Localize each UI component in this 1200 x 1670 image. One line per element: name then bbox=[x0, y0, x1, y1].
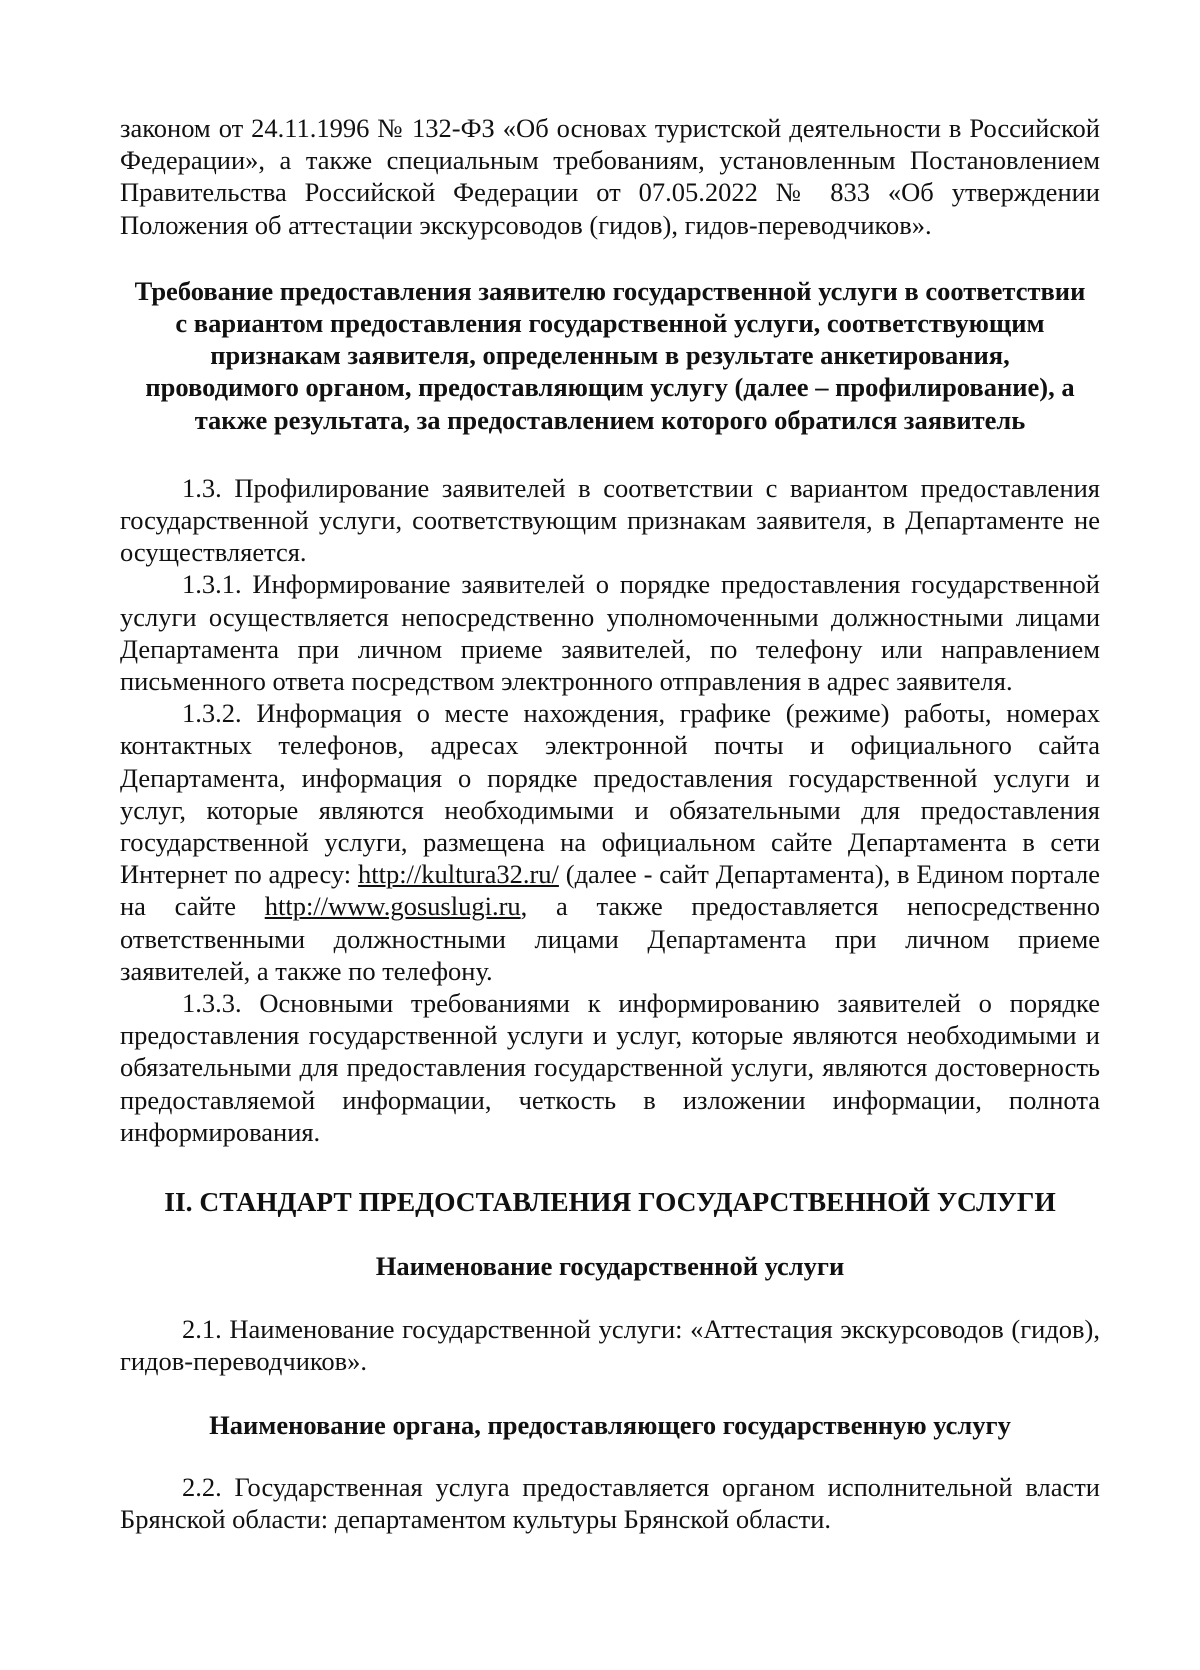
intro-paragraph: законом от 24.11.1996 № 132-ФЗ «Об основах туристской деятельности в Российской Федерации», а также специальным требованиям, установленным Постановлением Правительства Российской Федерации от 07.05.2022 № 833 «Об утверждении Положения об аттестации экскурсоводов (гидов), гидов-переводчиков». bbox=[120, 113, 1100, 240]
paragraph-2-1: 2.1. Наименование государственной услуги: «Аттестация экскурсоводов (гидов), гидов-переводчиков». bbox=[120, 1313, 1100, 1376]
kultura32-link[interactable]: http://kultura32.ru/ bbox=[357, 859, 559, 890]
gosuslugi-link[interactable]: http://www.gosuslugi.ru bbox=[264, 891, 521, 922]
authority-heading: Наименование органа, предоставляющего государственную услугу bbox=[209, 1409, 1011, 1440]
paragraph-1-3-2-text-a: 1.3.2. Информация о месте нахождения, графике (режиме) работы, номерах контактных телефонов, адресах электронной почты и официального сайта Департамента, информация о порядке предоставления государственной услуги и услуг, которые являются необходимыми и обязательными для предоставления государственной услуги, размещена на официальном сайте Департамента в сети Интернет по адресу: bbox=[120, 698, 1100, 890]
paragraph-1-3-2 bbox=[120, 697, 1100, 987]
service-name-heading: Наименование государственной услуги bbox=[375, 1251, 845, 1282]
paragraph-2-2: 2.2. Государственная услуга предоставляется органом исполнительной власти Брянской области: департаментом культуры Брянской области. bbox=[120, 1472, 1100, 1535]
paragraph-1-3: 1.3. Профилирование заявителей в соответствии с вариантом предоставления государственной услуги, соответствующим признакам заявителя, в Департаменте не осуществляется. bbox=[120, 472, 1100, 568]
paragraph-1-3-2-text-c: , а также предоставляется непосредственно ответственными должностными лицами Департамента при личном приеме заявителей, а также по телефону. bbox=[120, 891, 1100, 986]
section-2-heading: II. СТАНДАРТ ПРЕДОСТАВЛЕНИЯ ГОСУДАРСТВЕННОЙ УСЛУГИ bbox=[164, 1186, 1056, 1218]
paragraph-1-3-3: 1.3.3. Основными требованиями к информированию заявителей о порядке предоставления государственной услуги и услуг, которые являются необходимыми и обязательными для предоставления государственной услуги, являются достоверность предоставляемой информации, четкость в изложении информации, полнота информирования. bbox=[120, 988, 1100, 1147]
paragraph-1-3-2-text-b: (далее - сайт Департамента), в Едином портале на сайте bbox=[120, 859, 1101, 922]
paragraph-1-3-1: 1.3.1. Информирование заявителей о порядке предоставления государственной услуги осуществляется непосредственно уполномоченными должностными лицами Департамента при личном приеме заявителей, по телефону или направлением письменного ответа посредством электронного отправления в адрес заявителя. bbox=[120, 569, 1100, 697]
document-page bbox=[120, 112, 1100, 1536]
requirement-heading: Требование предоставления заявителю государственной услуги в соответствии с вариантом предоставления государственной услуги, соответствующим признакам заявителя, определенным в результате анкетирования, проводимого органом, предоставляющим услугу (далее – профилирование), а также результата, за предоставлением которого обратился заявитель bbox=[134, 275, 1086, 435]
